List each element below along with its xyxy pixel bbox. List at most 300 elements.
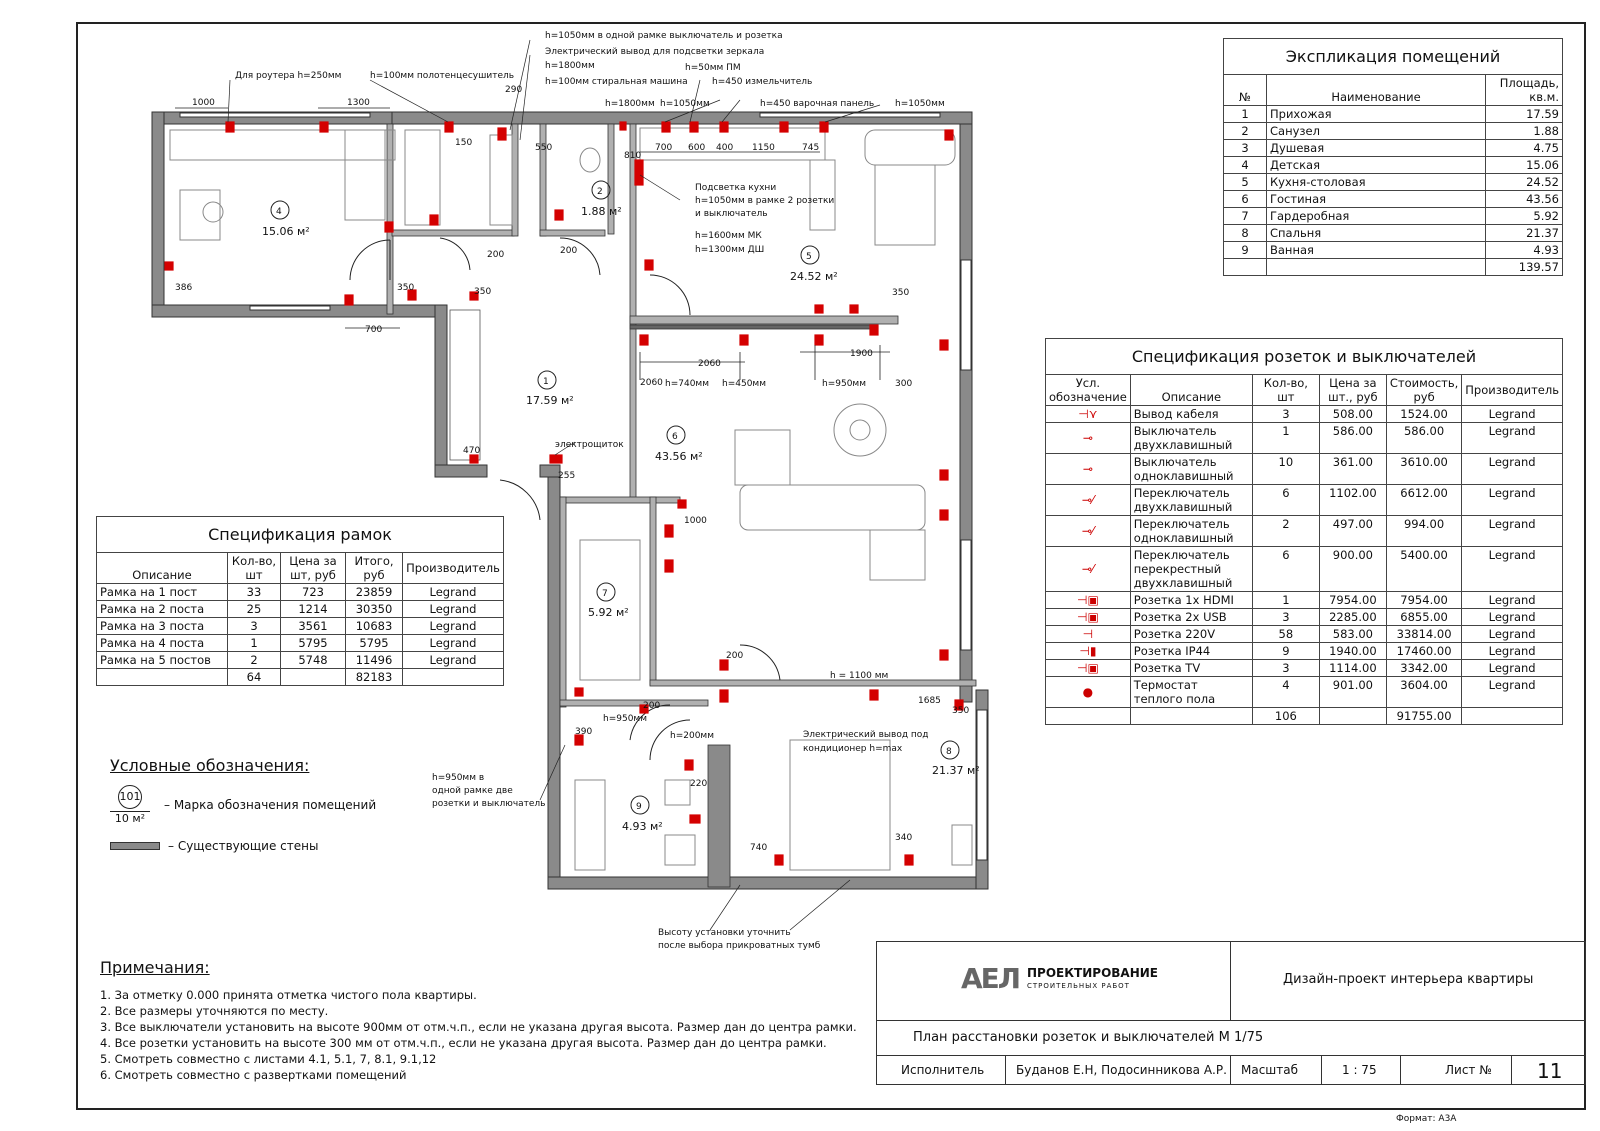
table-cell: Розетка TV	[1130, 660, 1252, 677]
table-row	[97, 618, 504, 635]
performer-box	[1005, 1055, 1231, 1085]
room-mark-area: 10 м²	[110, 811, 150, 825]
room-label	[262, 201, 310, 238]
note-item: 6. Смотреть совместно с развертками помещений	[100, 1068, 407, 1082]
svg-text:Электрический вывод под: Электрический вывод под	[803, 730, 929, 740]
table-cell: 43.56	[1486, 191, 1563, 208]
total-sum: 82183	[346, 669, 403, 686]
table-row	[97, 601, 504, 618]
svg-text:1300: 1300	[347, 98, 370, 108]
performer-names: Буданов Е.Н, Подосинникова А.Р.	[1016, 1063, 1227, 1077]
svg-text:Подсветка кухни: Подсветка кухни	[695, 183, 777, 193]
svg-text:6: 6	[672, 432, 678, 442]
table-cell: Переключатель одноклавишный	[1130, 516, 1252, 547]
svg-text:1150: 1150	[752, 143, 775, 153]
table-cell: Выключатель двухклавишный	[1130, 423, 1252, 454]
svg-text:255: 255	[558, 471, 576, 481]
table-cell: Вывод кабеля	[1130, 406, 1252, 423]
symbol-icon: ⊸	[1046, 454, 1131, 485]
company-logo-box	[876, 941, 1231, 1021]
table-cell: 4.75	[1486, 140, 1563, 157]
company-subtitle: СТРОИТЕЛЬНЫХ РАБОТ	[1027, 982, 1130, 990]
table-total-row	[1224, 259, 1563, 276]
header-cell: Кол-во, шт	[228, 553, 281, 584]
table-cell: 1114.00	[1319, 660, 1386, 677]
svg-text:h=1600мм МК: h=1600мм МК	[695, 231, 762, 241]
table-cell: 5	[1224, 174, 1267, 191]
table-cell: 1524.00	[1386, 406, 1461, 423]
symbol-icon: ⊣▣	[1046, 592, 1131, 609]
header-cell: №	[1224, 75, 1267, 106]
table-cell: Гардеробная	[1267, 208, 1486, 225]
table-cell: 3	[1252, 660, 1319, 677]
svg-text:17.59 м²: 17.59 м²	[526, 394, 574, 407]
note-item: 2. Все размеры уточняются по месту.	[100, 1004, 329, 1018]
table-row	[1224, 140, 1563, 157]
table-cell: Розетка 1х HDMI	[1130, 592, 1252, 609]
table-header-row	[1224, 75, 1563, 106]
svg-text:h=1050мм в одной рамке выключа: h=1050мм в одной рамке выключатель и розетка	[545, 31, 783, 41]
svg-text:550: 550	[535, 143, 553, 153]
svg-text:5: 5	[806, 252, 812, 262]
explication-table	[1223, 38, 1563, 276]
symbol-icon: ⊸⁄	[1046, 547, 1131, 592]
table-cell: 6	[1224, 191, 1267, 208]
total-qty: 106	[1252, 708, 1319, 725]
header-cell: Площадь, кв.м.	[1486, 75, 1563, 106]
svg-text:200: 200	[487, 250, 505, 260]
svg-text:390: 390	[575, 727, 593, 737]
table-cell: Legrand	[1462, 423, 1563, 454]
company-logo: АЕЛ	[961, 962, 1020, 995]
dimension-lines	[175, 108, 890, 380]
table-cell: 3604.00	[1386, 677, 1461, 708]
svg-text:4: 4	[276, 207, 282, 217]
frames-spec-title: Спецификация рамок	[96, 516, 504, 552]
table-cell: Кухня-столовая	[1267, 174, 1486, 191]
table-cell: Рамка на 4 поста	[97, 635, 228, 652]
table-row	[1046, 516, 1563, 547]
table-row	[1224, 106, 1563, 123]
table-row	[1046, 609, 1563, 626]
note-item: 1. За отметку 0.000 принята отметка чистого пола квартиры.	[100, 988, 477, 1002]
table-cell: 7954.00	[1319, 592, 1386, 609]
table-cell: Выключатель одноклавишный	[1130, 454, 1252, 485]
table-cell: Термостат теплого пола	[1130, 677, 1252, 708]
table-cell: Legrand	[1462, 592, 1563, 609]
svg-text:1685: 1685	[918, 696, 941, 706]
table-cell: 5400.00	[1386, 547, 1461, 592]
table-cell: 3	[1252, 609, 1319, 626]
table-row	[97, 652, 504, 669]
table-cell: 3	[1224, 140, 1267, 157]
svg-text:1: 1	[543, 377, 549, 387]
table-row	[1046, 626, 1563, 643]
svg-text:350: 350	[397, 283, 415, 293]
frames-spec-body	[97, 584, 504, 669]
svg-text:470: 470	[463, 446, 481, 456]
notes	[100, 958, 857, 1083]
svg-text:h=100мм стиральная машина: h=100мм стиральная машина	[545, 77, 688, 87]
table-cell: Ванная	[1267, 242, 1486, 259]
table-cell: 1214	[281, 601, 346, 618]
table-cell: Legrand	[403, 652, 504, 669]
table-cell: 21.37	[1486, 225, 1563, 242]
table-cell: 7954.00	[1386, 592, 1461, 609]
svg-text:Для роутера h=250мм: Для роутера h=250мм	[235, 71, 342, 81]
header-cell: Итого, руб	[346, 553, 403, 584]
svg-text:200: 200	[560, 246, 578, 256]
svg-text:7: 7	[602, 589, 608, 599]
table-cell: 1102.00	[1319, 485, 1386, 516]
room-label	[622, 796, 663, 833]
svg-text:745: 745	[802, 143, 820, 153]
table-cell: Legrand	[1462, 643, 1563, 660]
table-row	[1046, 643, 1563, 660]
table-cell: Переключатель двухклавишный	[1130, 485, 1252, 516]
table-cell: 1940.00	[1319, 643, 1386, 660]
sheet-label-box	[1400, 1055, 1512, 1085]
table-cell: 3	[1252, 406, 1319, 423]
table-cell: Прихожая	[1267, 106, 1486, 123]
svg-text:290: 290	[505, 85, 523, 95]
svg-text:h=450мм: h=450мм	[722, 379, 767, 389]
room-label	[790, 246, 838, 283]
header-cell: Производитель	[1462, 375, 1563, 406]
svg-text:1000: 1000	[192, 98, 215, 108]
svg-text:24.52 м²: 24.52 м²	[790, 270, 838, 283]
svg-text:700: 700	[655, 143, 673, 153]
svg-text:h=950мм в: h=950мм в	[432, 773, 485, 783]
table-cell: 3342.00	[1386, 660, 1461, 677]
table-cell: 994.00	[1386, 516, 1461, 547]
svg-text:h=740мм: h=740мм	[665, 379, 710, 389]
table-cell: 361.00	[1319, 454, 1386, 485]
table-header-row	[97, 553, 504, 584]
sheet-number: 11	[1537, 1059, 1563, 1083]
table-row	[1046, 454, 1563, 485]
table-row	[1224, 225, 1563, 242]
table-cell: Legrand	[1462, 454, 1563, 485]
table-cell: 1	[1224, 106, 1267, 123]
table-cell: Legrand	[403, 601, 504, 618]
svg-text:350: 350	[474, 287, 492, 297]
symbol-icon: ⊣	[1046, 626, 1131, 643]
table-cell: 1.88	[1486, 123, 1563, 140]
svg-text:300: 300	[895, 379, 913, 389]
svg-text:h=1800мм: h=1800мм	[545, 61, 595, 71]
table-cell: Душевая	[1267, 140, 1486, 157]
table-cell: 6	[1252, 547, 1319, 592]
company-name: ПРОЕКТИРОВАНИЕ	[1027, 966, 1158, 980]
svg-text:350: 350	[892, 288, 910, 298]
table-row	[1046, 660, 1563, 677]
room-label	[932, 741, 980, 777]
wall-label: – Существующие стены	[168, 839, 319, 853]
table-cell: 586.00	[1386, 423, 1461, 454]
table-row	[1224, 208, 1563, 225]
symbol-icon: ⊣▣	[1046, 609, 1131, 626]
room-label	[588, 583, 629, 619]
table-cell: 5795	[346, 635, 403, 652]
table-cell: 5795	[281, 635, 346, 652]
svg-text:2: 2	[597, 187, 603, 197]
svg-text:h=1800мм: h=1800мм	[605, 99, 655, 109]
svg-text:Высоту установки уточнить: Высоту установки уточнить	[658, 928, 791, 938]
table-cell: 10683	[346, 618, 403, 635]
svg-text:h=450 измельчитель: h=450 измельчитель	[712, 77, 813, 87]
table-cell: 11496	[346, 652, 403, 669]
svg-text:400: 400	[716, 143, 734, 153]
table-cell: Розетка 220V	[1130, 626, 1252, 643]
notes-list	[100, 987, 857, 1083]
svg-text:и выключатель: и выключатель	[695, 209, 768, 219]
table-cell: 6	[1252, 485, 1319, 516]
svg-text:21.37 м²: 21.37 м²	[932, 764, 980, 777]
svg-text:h=1050мм: h=1050мм	[895, 99, 945, 109]
table-cell: 9	[1224, 242, 1267, 259]
header-cell: Производитель	[403, 553, 504, 584]
table-cell: Legrand	[1462, 547, 1563, 592]
table-cell: 4	[1224, 157, 1267, 174]
table-cell: 583.00	[1319, 626, 1386, 643]
table-row	[1046, 677, 1563, 708]
svg-text:740: 740	[750, 843, 768, 853]
table-cell: 23859	[346, 584, 403, 601]
table-cell: Legrand	[1462, 677, 1563, 708]
table-cell: 2	[228, 652, 281, 669]
table-cell: 58	[1252, 626, 1319, 643]
svg-text:5.92 м²: 5.92 м²	[588, 606, 629, 619]
table-cell: 1	[1252, 423, 1319, 454]
symbol-icon: ●	[1046, 677, 1131, 708]
table-cell: 3	[228, 618, 281, 635]
table-row	[1224, 242, 1563, 259]
table-row	[1224, 157, 1563, 174]
symbol-icon: ⊣▣	[1046, 660, 1131, 677]
sheet-title-box	[876, 1020, 1586, 1056]
performer-label-box	[876, 1055, 1006, 1085]
svg-text:h = 1100 мм: h = 1100 мм	[830, 671, 889, 681]
table-cell: 7	[1224, 208, 1267, 225]
svg-text:386: 386	[175, 283, 193, 293]
svg-text:1000: 1000	[684, 516, 707, 526]
table-cell: Legrand	[403, 618, 504, 635]
table-cell: Рамка на 3 поста	[97, 618, 228, 635]
room-label	[655, 426, 703, 463]
svg-text:600: 600	[688, 143, 706, 153]
table-cell: 30350	[346, 601, 403, 618]
svg-text:200: 200	[643, 701, 661, 711]
svg-text:8: 8	[946, 747, 952, 757]
table-cell: 1	[1252, 592, 1319, 609]
symbol-icon: ⊸	[1046, 423, 1131, 454]
sheet-number-box	[1511, 1055, 1586, 1085]
table-cell: Legrand	[1462, 516, 1563, 547]
svg-text:Электрический вывод для подсве: Электрический вывод для подсветки зеркала	[545, 47, 765, 57]
notes-title: Примечания:	[100, 958, 210, 977]
table-cell: Legrand	[1462, 406, 1563, 423]
frames-spec-table	[96, 516, 504, 686]
title-block	[876, 941, 1586, 1111]
sheet-number-label: Лист №	[1445, 1063, 1492, 1077]
table-cell: 33814.00	[1386, 626, 1461, 643]
scale-value: 1 : 75	[1342, 1063, 1377, 1077]
svg-text:h=450 варочная панель: h=450 варочная панель	[760, 99, 875, 109]
table-row	[1046, 423, 1563, 454]
table-cell: Legrand	[1462, 660, 1563, 677]
table-cell: 5748	[281, 652, 346, 669]
sockets-spec-table	[1045, 338, 1563, 725]
header-cell: Наименование	[1267, 75, 1486, 106]
table-cell: Legrand	[1462, 626, 1563, 643]
table-cell: 723	[281, 584, 346, 601]
table-cell: 25	[228, 601, 281, 618]
table-cell: 5.92	[1486, 208, 1563, 225]
table-cell: 3610.00	[1386, 454, 1461, 485]
header-cell: Усл. обозначение	[1046, 375, 1131, 406]
table-cell: Розетка 2х USB	[1130, 609, 1252, 626]
room-mark-label: – Марка обозначения помещений	[164, 798, 377, 812]
table-cell: 24.52	[1486, 174, 1563, 191]
svg-text:810: 810	[624, 151, 642, 161]
table-cell: 3561	[281, 618, 346, 635]
table-cell: Розетка IP44	[1130, 643, 1252, 660]
paper-format: Формат: А3А	[1396, 1114, 1457, 1124]
table-cell: Legrand	[403, 584, 504, 601]
table-cell: 2	[1224, 123, 1267, 140]
sockets-spec-body	[1046, 406, 1563, 708]
wall-swatch	[110, 842, 160, 850]
svg-text:200: 200	[726, 651, 744, 661]
legend-wall	[110, 839, 376, 853]
table-cell: Рамка на 5 постов	[97, 652, 228, 669]
header-cell: Описание	[97, 553, 228, 584]
table-cell: Legrand	[1462, 609, 1563, 626]
note-item: 5. Смотреть совместно с листами 4.1, 5.1, 7, 8.1, 9.1,12	[100, 1052, 437, 1066]
symbol-icon: ⊸⁄	[1046, 485, 1131, 516]
svg-text:9: 9	[636, 802, 642, 812]
table-cell: 901.00	[1319, 677, 1386, 708]
table-cell: Детская	[1267, 157, 1486, 174]
symbol-icon: ⊸⁄	[1046, 516, 1131, 547]
table-cell: 6612.00	[1386, 485, 1461, 516]
table-cell: Legrand	[1462, 485, 1563, 516]
symbol-icon: ⊣▮	[1046, 643, 1131, 660]
table-total-row	[97, 669, 504, 686]
svg-text:h=100мм полотенцесушитель: h=100мм полотенцесушитель	[370, 71, 515, 81]
svg-text:электрощиток: электрощиток	[555, 440, 624, 450]
table-cell: 900.00	[1319, 547, 1386, 592]
legend-title: Условные обозначения:	[110, 756, 310, 775]
table-cell: Рамка на 1 пост	[97, 584, 228, 601]
header-cell: Цена за шт, руб	[281, 553, 346, 584]
table-cell: Рамка на 2 поста	[97, 601, 228, 618]
svg-text:2060: 2060	[698, 359, 721, 369]
room-mark-circle: 101	[118, 785, 142, 809]
svg-text:кондиционер h=max: кондиционер h=max	[803, 744, 903, 754]
sockets-spec-title: Спецификация розеток и выключателей	[1045, 338, 1563, 374]
svg-text:340: 340	[895, 833, 913, 843]
table-cell: Гостиная	[1267, 191, 1486, 208]
table-cell: 2285.00	[1319, 609, 1386, 626]
svg-text:1.88 м²: 1.88 м²	[581, 205, 622, 218]
svg-text:15.06 м²: 15.06 м²	[262, 225, 310, 238]
table-cell: 8	[1224, 225, 1267, 242]
table-row	[1046, 406, 1563, 423]
svg-text:43.56 м²: 43.56 м²	[655, 450, 703, 463]
svg-text:220: 220	[690, 779, 708, 789]
scale-label: Масштаб	[1241, 1063, 1299, 1077]
table-cell: 10	[1252, 454, 1319, 485]
total-area: 139.57	[1486, 259, 1563, 276]
table-cell: 17460.00	[1386, 643, 1461, 660]
table-cell: 497.00	[1319, 516, 1386, 547]
table-cell: 6855.00	[1386, 609, 1461, 626]
table-cell: 1	[228, 635, 281, 652]
svg-text:h=950мм: h=950мм	[603, 714, 648, 724]
project-title: Дизайн-проект интерьера квартиры	[1283, 972, 1534, 987]
table-cell: 17.59	[1486, 106, 1563, 123]
total-qty: 64	[228, 669, 281, 686]
svg-text:розетки и выключатель: розетки и выключатель	[432, 799, 546, 809]
svg-text:h=50мм ПМ: h=50мм ПМ	[685, 63, 741, 73]
table-cell: 33	[228, 584, 281, 601]
header-cell: Стоимость, руб	[1386, 375, 1461, 406]
header-cell: Цена за шт., руб	[1319, 375, 1386, 406]
table-cell: 586.00	[1319, 423, 1386, 454]
table-row	[1224, 174, 1563, 191]
table-header-row	[1046, 375, 1563, 406]
svg-text:150: 150	[455, 138, 473, 148]
note-item: 3. Все выключатели установить на высоте 900мм от отм.ч.п., если не указана другая высота. Размер дан до центра рамки.	[100, 1020, 857, 1034]
svg-text:4.93 м²: 4.93 м²	[622, 820, 663, 833]
table-cell: Legrand	[403, 635, 504, 652]
table-row	[97, 584, 504, 601]
table-cell: 2	[1252, 516, 1319, 547]
scale-box	[1321, 1055, 1401, 1085]
svg-text:350: 350	[952, 706, 970, 716]
table-cell: 9	[1252, 643, 1319, 660]
table-row	[1046, 485, 1563, 516]
svg-text:одной рамке две: одной рамке две	[432, 786, 513, 796]
note-item: 4. Все розетки установить на высоте 300 мм от отм.ч.п., если не указана другая высота. Размер дан до центра рамки.	[100, 1036, 827, 1050]
table-cell: 15.06	[1486, 157, 1563, 174]
header-cell: Описание	[1130, 375, 1252, 406]
table-cell: 4.93	[1486, 242, 1563, 259]
svg-text:1900: 1900	[850, 349, 873, 359]
performer-label: Исполнитель	[901, 1063, 985, 1077]
svg-text:h=1050мм: h=1050мм	[660, 99, 710, 109]
table-cell: 4	[1252, 677, 1319, 708]
svg-text:700: 700	[365, 325, 383, 335]
table-row	[1224, 123, 1563, 140]
table-cell: Санузел	[1267, 123, 1486, 140]
table-row	[1046, 547, 1563, 592]
legend	[110, 756, 376, 853]
svg-text:h=200мм: h=200мм	[670, 731, 715, 741]
table-cell: Спальня	[1267, 225, 1486, 242]
explication-body	[1224, 106, 1563, 259]
table-row	[1046, 592, 1563, 609]
svg-text:h=1050мм в рамке 2 розетки: h=1050мм в рамке 2 розетки	[695, 196, 835, 206]
table-row	[1224, 191, 1563, 208]
scale-label-box	[1230, 1055, 1322, 1085]
table-cell: 508.00	[1319, 406, 1386, 423]
table-total-row	[1046, 708, 1563, 725]
explication-title: Экспликация помещений	[1223, 38, 1563, 74]
svg-text:после выбора прикроватных тумб: после выбора прикроватных тумб	[658, 941, 821, 951]
